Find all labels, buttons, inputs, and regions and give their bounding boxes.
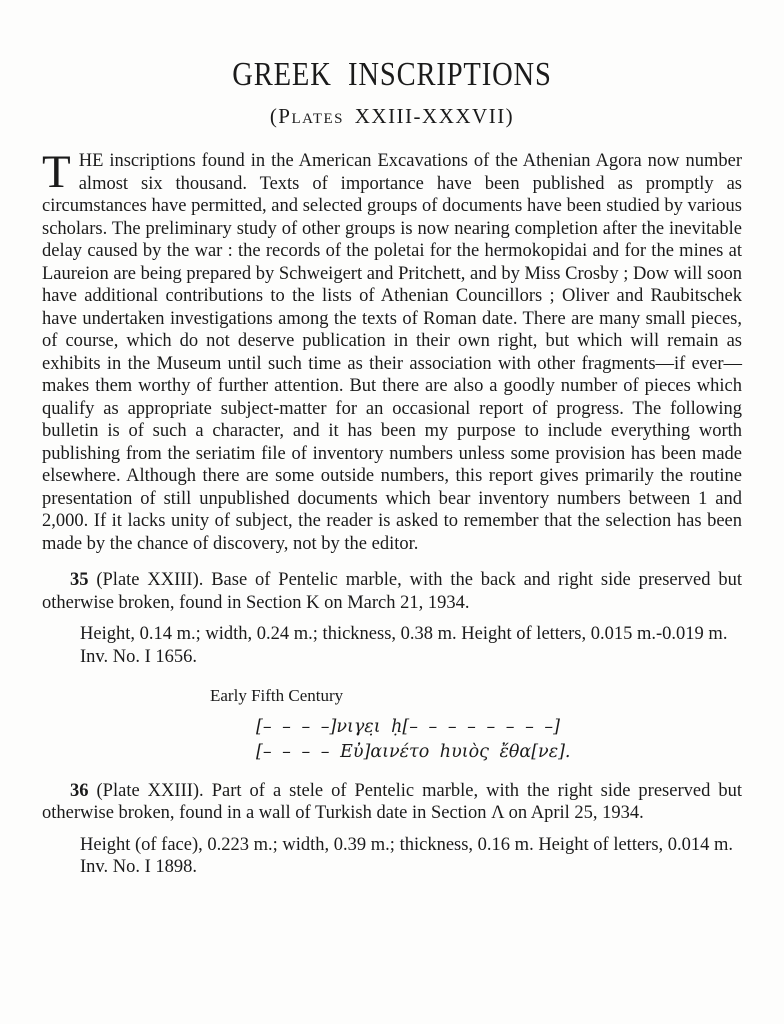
intro-text: HE inscriptions found in the American Excavations of the Athenian Agora now number almost six thousand. Texts of importance have been published as promptly as circumstances have permitted, and selected groups of documents have been studied by various scholars. The preliminary study of other groups is now nearing completion after the inevitable delay caused by the war : the records of the poletai for the hermokopidai and for the mines at Laureion are being prepared by Schweigert and Pritchett, and by Miss Crosby ; Dow will soon have additional contributions to the lists of Athenian Councillors ; Oliver and Raubitschek have undertaken investigations among the texts of Roman date. There are many small pieces, of course, which do not deserve publication in their own right, but which will remain as exhibits in the Museum until such time as their association with other fragments—if ever—makes them worthy of further attention. But there are also a goodly number of pieces which qualify as appropriate subject-matter for an occasional report of progress. The following bulletin is of such a character, and it has been my purpose to include everything worth publishing from the seriatim file of inventory numbers unless some provision has been made elsewhere. Although there are some outside numbers, this report gives primarily the routine presentation of still unpublished documents which bear inventory numbers between 1 and 2,000. If it lacks unity of subject, the reader is asked to remember that the selection has been made by the chance of discovery, not by the editor. (42, 151, 742, 554)
entry-35-number: 35 (70, 570, 89, 590)
entry-36-inventory: Inv. No. I 1898. (80, 857, 197, 877)
drop-cap-initial: T (42, 146, 71, 198)
entry-36-description-text: (Plate XXIII). Part of a stele of Pentelic marble, with the right side preserved but otherwise broken, found in a wall of Turkish date in Section Λ on April 25, 1934. (42, 780, 742, 823)
greek-inscription-line-1: [– – – –]νιγε̣ι ḥ[– – – – – – – –] (256, 716, 560, 737)
greek-inscription (256, 715, 742, 766)
plates-subtitle: (Plates XXIII-XXXVII) (269, 104, 515, 128)
entry-35-description-text: (Plate XXIII). Base of Pentelic marble, with the back and right side preserved but otherwise broken, found in Section K on March 21, 1934. (42, 570, 742, 613)
entry-35-measurements: Height, 0.14 m.; width, 0.24 m.; thickness, 0.38 m. Height of letters, 0.015 m.-0.019 m. (80, 624, 728, 644)
entry-35-inscription-block (210, 685, 742, 766)
entry-35 (42, 569, 742, 766)
greek-inscription-line-2: [– – – – Εὐ]αινέτο hυιὸς ἔθα[νε]. (256, 742, 571, 762)
entry-35-inventory: Inv. No. I 1656. (80, 646, 197, 667)
entry-35-description (42, 569, 742, 614)
entry-36-measurements: Height (of face), 0.223 m.; width, 0.39 m.; thickness, 0.16 m. Height of letters, 0.014 m. (80, 834, 734, 855)
article-title: GREEK INSCRIPTIONS (232, 56, 552, 93)
entry-36-description (42, 780, 742, 825)
entry-36-number: 36 (70, 780, 89, 801)
intro-paragraph (42, 146, 742, 555)
inscription-date-label: Early Fifth Century (210, 686, 344, 705)
entry-36 (42, 780, 742, 879)
